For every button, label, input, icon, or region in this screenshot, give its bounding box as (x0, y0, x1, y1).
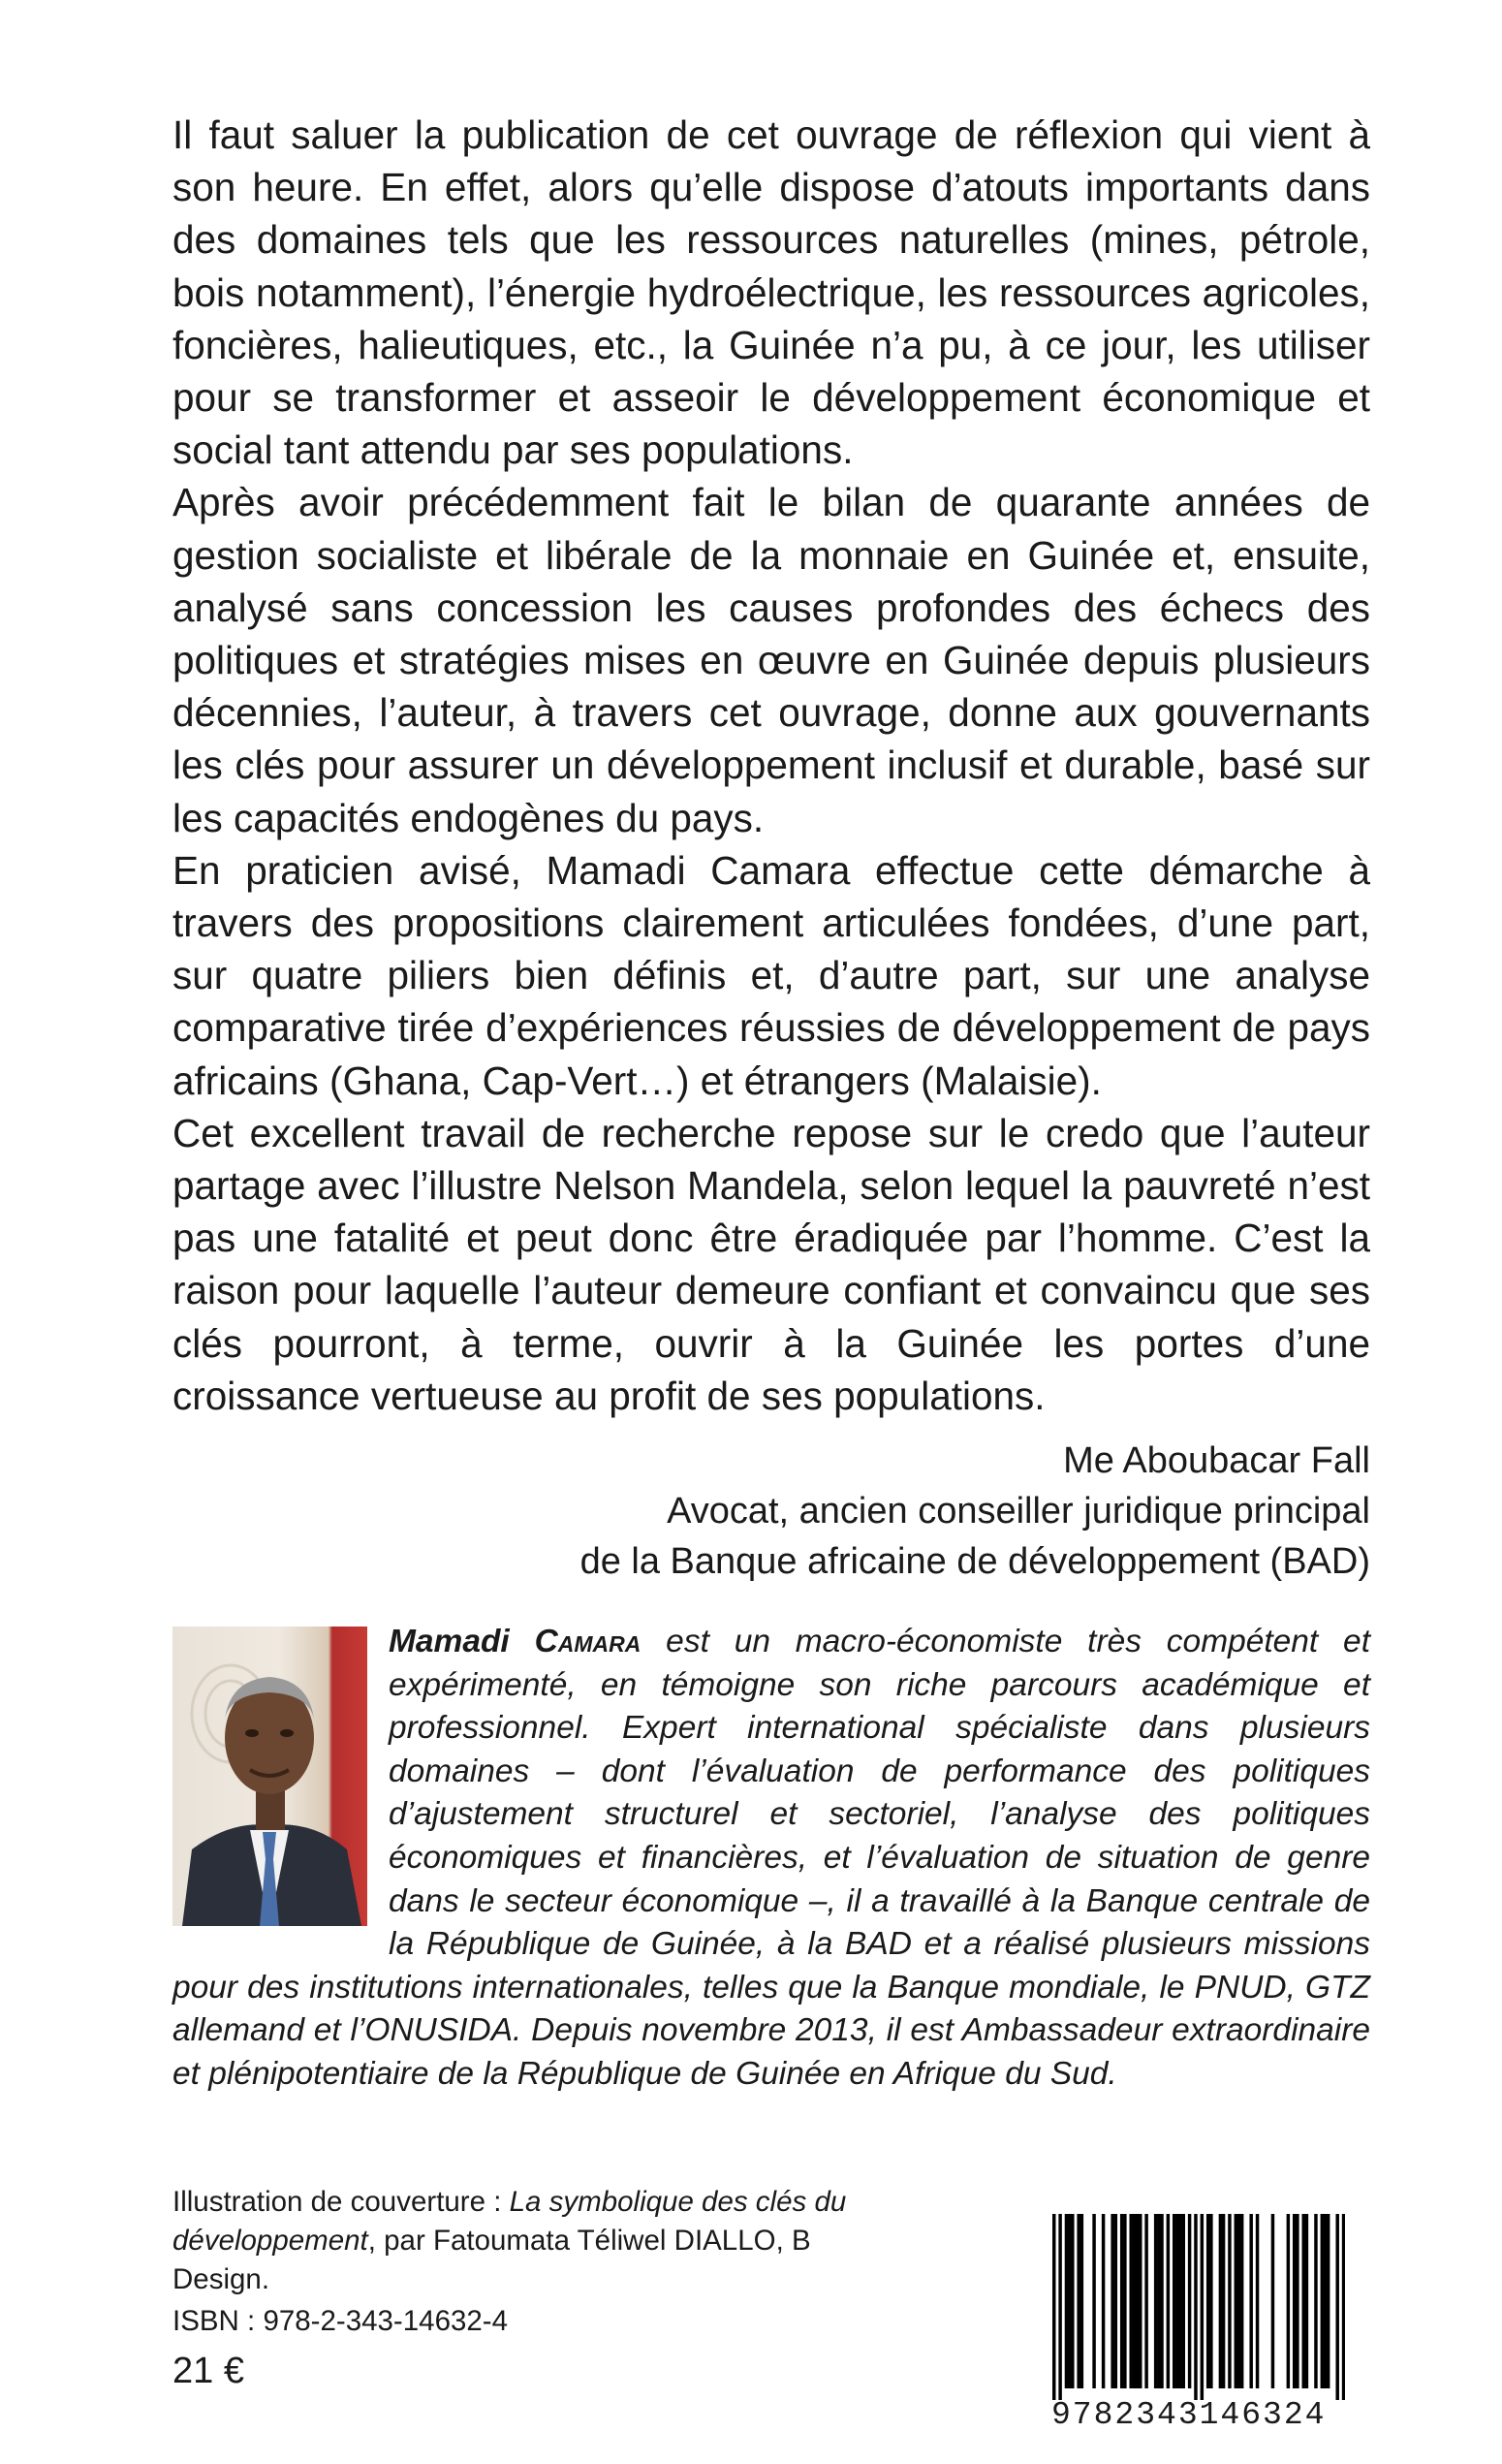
barcode-bar (1321, 2214, 1324, 2388)
barcode-bar (1068, 2214, 1071, 2388)
barcode-bar (1154, 2214, 1157, 2388)
author-first-name: Mamadi (389, 1624, 510, 1659)
barcode-bar (1240, 2214, 1243, 2388)
signature-title-1: Avocat, ancien conseiller juridique principal (667, 1491, 1370, 1532)
barcode-bar (1222, 2214, 1225, 2388)
barcode-bar (1188, 2214, 1191, 2388)
barcode-icon (1052, 2214, 1345, 2400)
barcode-bar (1237, 2214, 1240, 2388)
barcode-bar (1342, 2214, 1345, 2400)
barcode-bar (1206, 2214, 1209, 2388)
cover-credit-title: La symbolique des clés du développement (172, 2186, 847, 2257)
barcode-bar (1058, 2214, 1061, 2400)
paragraph-3: En praticien avisé, Mamadi Camara effectue cette démarche à travers des propositions clairement articulées fondées, d’une part, sur quatre piliers bien définis et, d’autre part, sur une analyse comparative tirée d’expériences réussies de développement de pays africains (Ghana, Cap-Vert…) et étrangers (Malaisie). (172, 847, 1370, 1103)
barcode-bar (1167, 2214, 1170, 2388)
author-portrait (172, 1627, 367, 1926)
barcode-bar (1160, 2214, 1163, 2388)
barcode-bar (1287, 2214, 1290, 2388)
barcode-bar (1327, 2214, 1330, 2388)
barcode-bar (1133, 2214, 1136, 2388)
barcode-bar (1175, 2214, 1178, 2388)
author-last-name: Camara (534, 1624, 641, 1659)
barcode-bar (1201, 2214, 1204, 2400)
isbn: ISBN : 978-2-343-14632-4 (172, 2305, 509, 2337)
barcode-bar (1182, 2214, 1185, 2388)
cover-credit-prefix: Illustration de couverture : (172, 2186, 510, 2218)
barcode-bar (1077, 2214, 1080, 2388)
barcode-bar (1092, 2214, 1095, 2388)
barcode-number: 9782343146324 (1051, 2397, 1327, 2433)
barcode-bar (1314, 2214, 1317, 2388)
barcode-bar (1139, 2214, 1142, 2388)
barcode-bar (1296, 2214, 1299, 2388)
barcode-bar (1301, 2214, 1304, 2388)
barcode-bar (1111, 2214, 1113, 2388)
barcode-bar (1228, 2214, 1231, 2388)
barcode-bar (1173, 2214, 1175, 2388)
barcode-bar (1052, 2214, 1055, 2400)
barcode-bar (1249, 2214, 1252, 2388)
barcode-bar (1114, 2214, 1117, 2388)
price: 21 € (172, 2351, 244, 2391)
signature-block (498, 1436, 1370, 1587)
barcode-bar (1102, 2214, 1105, 2388)
cover-credit-suffix: , par Fatoumata Téliwel DIALLO, B Design. (172, 2225, 811, 2295)
barcode-bar (1144, 2214, 1147, 2388)
barcode-bar (1065, 2214, 1068, 2388)
barcode-bar (1293, 2214, 1296, 2388)
barcode-bar (1120, 2214, 1123, 2388)
cover-credit (172, 2183, 890, 2299)
back-cover-text (172, 109, 1370, 1422)
barcode-bar (1271, 2214, 1274, 2388)
signature-name: Me Aboubacar Fall (1063, 1440, 1370, 1481)
barcode-bar (1256, 2214, 1259, 2388)
barcode-bar (1335, 2214, 1338, 2400)
paragraph-4: Cet excellent travail de recherche repose sur le credo que l’auteur partage avec l’illustre Nelson Mandela, selon lequel la pauvreté n’est pas une fatalité et peut donc être éradiquée par l’homme. C’est la raison pour laquelle l’auteur demeure confiant et convaincu que ses clés pourront, à terme, ouvrir à la Guinée les portes d’une croissance vertueuse au profit de ses populations. (172, 1110, 1370, 1418)
paragraph-1: Il faut saluer la publication de cet ouvrage de réflexion qui vient à son heure. En effet, alors qu’elle dispose d’atouts importants dans des domaines tels que les ressources naturelles (mines, pétrole, bois notamment), l’énergie hydroélectrique, les ressources agricoles, foncières, halieutiques, etc., la Guinée n’a pu, à ce jour, les utiliser pour se transformer et asseoir le développement économique et social tant attendu par ses populations. (172, 112, 1370, 473)
barcode-bar (1235, 2214, 1237, 2388)
barcode-bar (1080, 2214, 1083, 2388)
author-portrait-illustration (172, 1627, 367, 1926)
barcode-bar (1324, 2214, 1327, 2388)
barcode-bar (1194, 2214, 1197, 2400)
barcode-bar (1178, 2214, 1181, 2388)
barcode-bar (1123, 2214, 1126, 2388)
author-bio (172, 1621, 1370, 2097)
barcode-bar (1071, 2214, 1074, 2388)
barcode-bar (1305, 2214, 1308, 2388)
barcode-bar (1219, 2214, 1222, 2388)
barcode-bar (1136, 2214, 1139, 2388)
paragraph-2: Après avoir précédemment fait le bilan de quarante années de gestion socialiste et libérale de la monnaie en Guinée et, ensuite, analysé sans concession les causes profondes des échecs des politiques et stratégies mises en œuvre en Guinée depuis plusieurs décennies, l’auteur, à travers cet ouvrage, donne aux gouvernants les clés pour assurer un développement inclusif et durable, basé sur les capacités endogènes du pays. (172, 480, 1370, 840)
signature-title-2: de la Banque africaine de développement (BAD) (579, 1541, 1370, 1582)
barcode-bar (1129, 2214, 1132, 2388)
barcode-bar (1209, 2214, 1212, 2388)
author-bio-text: est un macro-économiste très compétent et expérimenté, en témoigne son riche parcours académique et professionnel. Expert international spécialiste dans plusieurs domaines – dont l’évaluation de performance des politiques d’ajustement structurel et sectoriel, l’analyse des politiques économiques et financières, et l’évaluation de situation de genre dans le secteur économique –, il a travaillé à la Banque centrale de la République de Guinée, à la BAD et a réalisé plusieurs missions pour des institutions internationales, telles que la Banque mondiale, le PNUD, GTZ allemand et l’ONUSIDA. Depuis novembre 2013, il est Ambassadeur extraordinaire et plénipotentiaire de la République de Guinée en Afrique du Sud. (172, 1624, 1370, 2092)
barcode-bar (1157, 2214, 1160, 2388)
